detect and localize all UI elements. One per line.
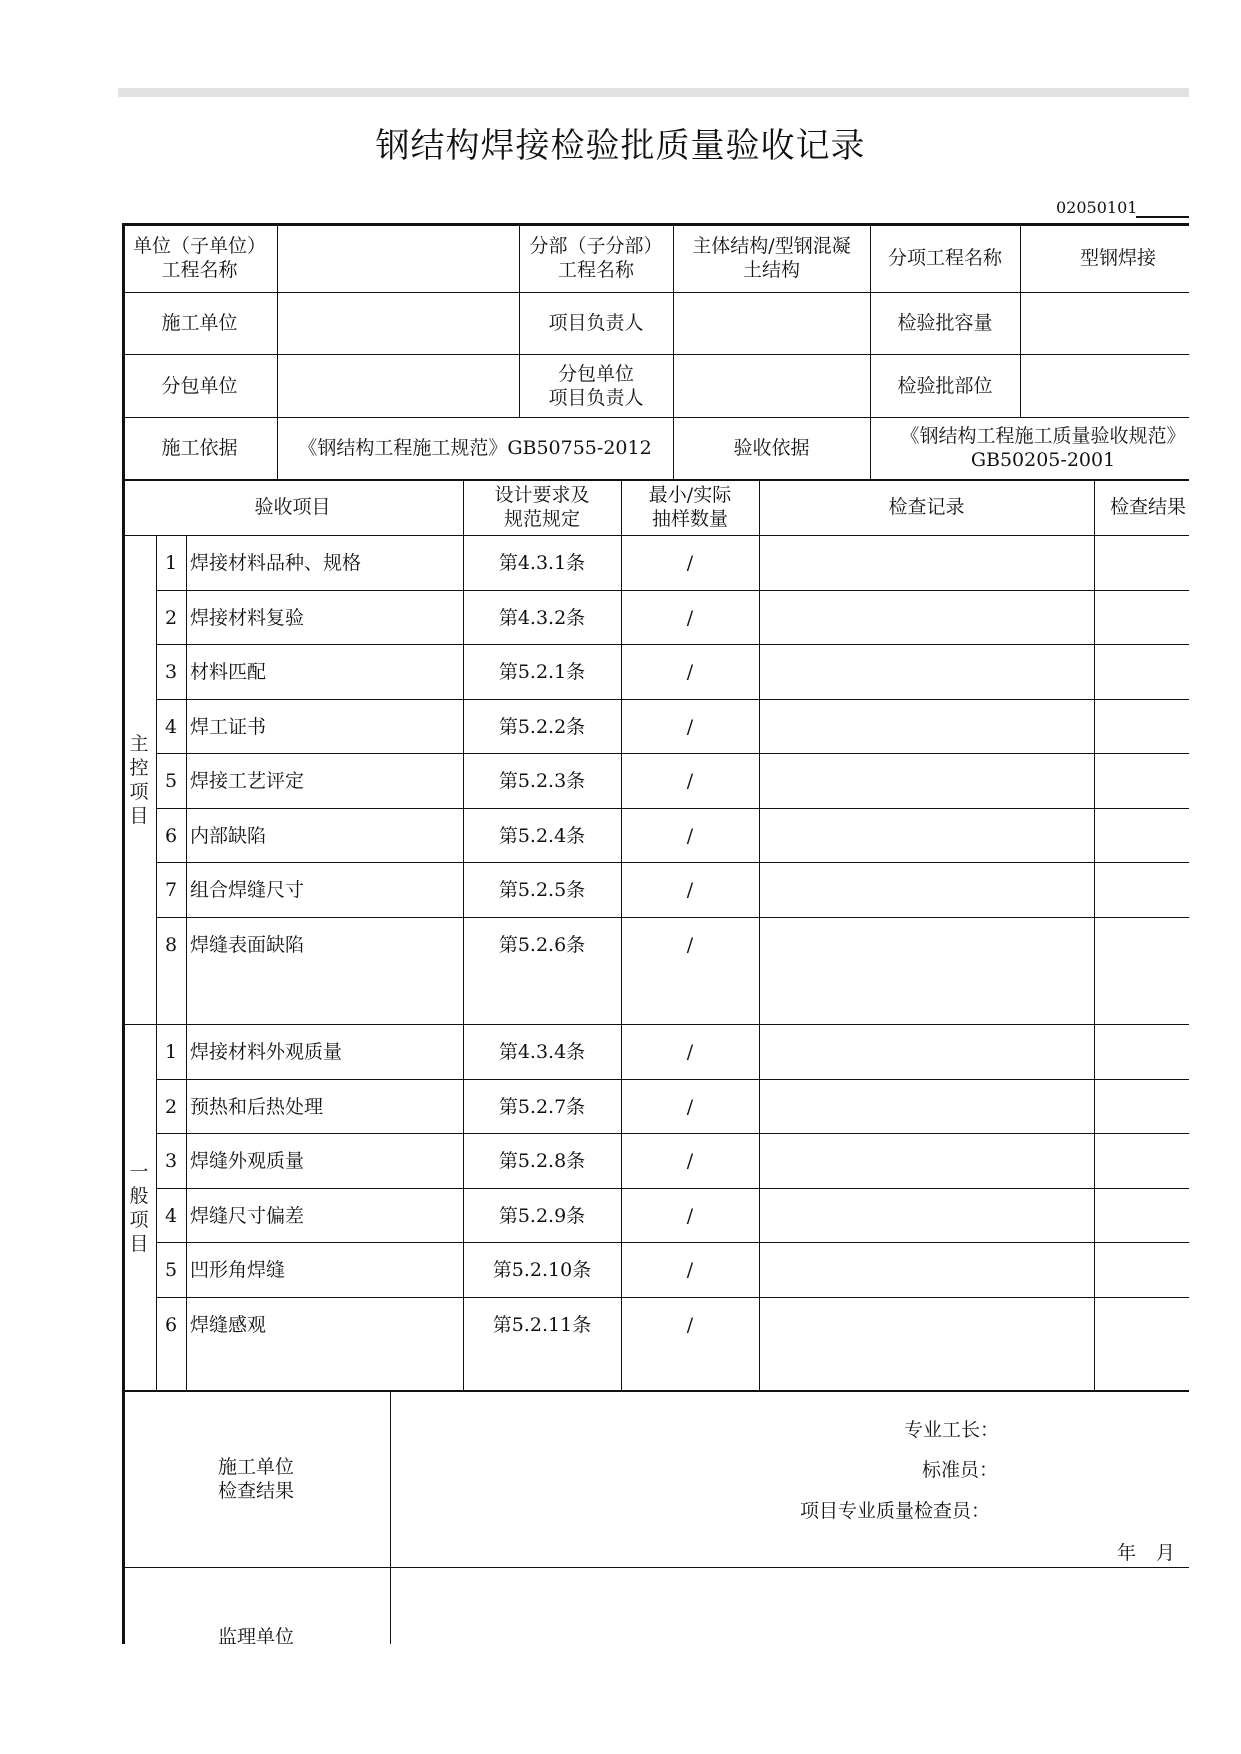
grid-v-line bbox=[156, 535, 157, 1391]
subcontractor-label: 分包单位 bbox=[161, 374, 238, 397]
general-item-record[interactable] bbox=[759, 1079, 1094, 1134]
main-item-record[interactable] bbox=[759, 808, 1094, 863]
main-item-no: 1 bbox=[164, 551, 178, 574]
grid-h-line bbox=[122, 1024, 1189, 1025]
item-label: 分项工程名称 bbox=[887, 247, 1002, 269]
general-group-label bbox=[122, 1024, 156, 1391]
unit-value[interactable] bbox=[277, 224, 519, 292]
main-group-char: 项 bbox=[129, 780, 149, 803]
general-item-name: 凹形角焊缝 bbox=[190, 1258, 286, 1281]
general-group-char: 目 bbox=[129, 1232, 149, 1255]
grid-v-line bbox=[1020, 224, 1021, 417]
general-item-result[interactable] bbox=[1094, 1297, 1189, 1352]
page-title: 钢结构焊接检验批质量验收记录 bbox=[375, 126, 866, 166]
main-item-sample[interactable]: / bbox=[686, 660, 694, 683]
batch-location-value[interactable] bbox=[1020, 354, 1189, 417]
main-item-record[interactable] bbox=[759, 644, 1094, 699]
col-item: 验收项目 bbox=[254, 496, 331, 518]
main-item-name: 组合焊缝尺寸 bbox=[190, 878, 305, 901]
contractor-label: 施工单位 bbox=[161, 312, 238, 334]
form-code: 02050101 bbox=[1056, 198, 1138, 217]
general-item-name: 焊缝外观质量 bbox=[190, 1149, 305, 1172]
grid-v-line bbox=[1094, 479, 1095, 1391]
standard-officer-label: 标准员： bbox=[922, 1459, 999, 1481]
general-item-sample[interactable]: / bbox=[686, 1313, 694, 1336]
general-item-sample[interactable]: / bbox=[686, 1258, 694, 1281]
main-item-name: 材料匹配 bbox=[190, 660, 267, 683]
main-item-name: 焊接工艺评定 bbox=[190, 769, 305, 792]
year-label: 年 bbox=[1117, 1542, 1137, 1564]
grid-h-line bbox=[156, 699, 1189, 700]
general-group-char: 项 bbox=[129, 1208, 149, 1231]
main-item-no: 2 bbox=[164, 606, 178, 629]
col-record: 检查记录 bbox=[888, 496, 965, 518]
foreman-label: 专业工长： bbox=[904, 1419, 1000, 1441]
main-item-name: 内部缺陷 bbox=[190, 824, 267, 847]
general-item-clause: 第5.2.9条 bbox=[498, 1204, 586, 1227]
main-item-record[interactable] bbox=[759, 862, 1094, 917]
main-item-clause: 第5.2.3条 bbox=[498, 769, 586, 792]
batch-location-label: 检验批部位 bbox=[897, 374, 993, 397]
main-item-sample[interactable]: / bbox=[686, 606, 694, 629]
grid-h-line bbox=[122, 1567, 1189, 1568]
grid-h-line bbox=[156, 1188, 1189, 1189]
grid-h-line bbox=[156, 1079, 1189, 1080]
general-item-result[interactable] bbox=[1094, 1188, 1189, 1243]
general-item-sample[interactable]: / bbox=[686, 1040, 694, 1063]
col-design: 设计要求及 规范规定 bbox=[494, 484, 590, 530]
basis-label: 施工依据 bbox=[161, 437, 238, 459]
main-item-name: 焊接材料复验 bbox=[190, 606, 305, 629]
main-item-clause: 第5.2.6条 bbox=[498, 933, 586, 956]
unit-label: 单位（子单位） 工程名称 bbox=[132, 235, 266, 281]
grid-v-line bbox=[759, 479, 760, 1391]
main-item-record[interactable] bbox=[759, 699, 1094, 754]
supervisor-label: 监理单位 bbox=[217, 1626, 294, 1644]
general-item-name: 焊缝尺寸偏差 bbox=[190, 1204, 305, 1227]
pm-label: 项目负责人 bbox=[548, 312, 644, 334]
batch-capacity-value[interactable] bbox=[1020, 292, 1189, 354]
col-sample: 最小/实际 抽样数量 bbox=[648, 484, 732, 530]
item-value: 型钢焊接 bbox=[1079, 247, 1156, 269]
main-item-sample[interactable]: / bbox=[686, 824, 694, 847]
grid-v-line bbox=[186, 535, 187, 1391]
main-item-result[interactable] bbox=[1094, 862, 1189, 917]
qc-inspector-label: 项目专业质量检查员： bbox=[800, 1500, 991, 1522]
grid-h-line bbox=[156, 644, 1189, 645]
general-item-clause: 第5.2.8条 bbox=[498, 1149, 586, 1172]
main-item-no: 4 bbox=[164, 715, 178, 738]
main-item-no: 8 bbox=[164, 933, 178, 956]
main-item-name: 焊缝表面缺陷 bbox=[190, 933, 305, 956]
general-item-result[interactable] bbox=[1094, 1024, 1189, 1079]
general-item-result[interactable] bbox=[1094, 1133, 1189, 1188]
main-item-result[interactable] bbox=[1094, 808, 1189, 863]
grid-v-line bbox=[277, 224, 278, 417]
general-item-clause: 第4.3.4条 bbox=[498, 1040, 586, 1063]
main-item-result[interactable] bbox=[1094, 644, 1189, 699]
main-item-record[interactable] bbox=[759, 917, 1094, 972]
grid-v-line bbox=[277, 417, 278, 479]
main-item-clause: 第5.2.1条 bbox=[498, 660, 586, 683]
general-item-result[interactable] bbox=[1094, 1079, 1189, 1134]
grid-h-line bbox=[122, 535, 1189, 536]
grid-h-line bbox=[122, 354, 1189, 355]
main-item-sample[interactable]: / bbox=[686, 933, 694, 956]
subdivision-label: 分部（子分部） 工程名称 bbox=[529, 235, 663, 281]
grid-h-line bbox=[156, 808, 1189, 809]
general-item-clause: 第5.2.7条 bbox=[498, 1095, 586, 1118]
main-item-clause: 第5.2.5条 bbox=[498, 878, 586, 901]
general-item-no: 5 bbox=[164, 1258, 178, 1281]
grid-v-line bbox=[673, 417, 674, 479]
month-label: 月 bbox=[1156, 1542, 1176, 1564]
general-item-record[interactable] bbox=[759, 1133, 1094, 1188]
main-item-record[interactable] bbox=[759, 753, 1094, 808]
main-item-record[interactable] bbox=[759, 590, 1094, 645]
main-item-no: 5 bbox=[164, 769, 178, 792]
general-item-record[interactable] bbox=[759, 1297, 1094, 1352]
grid-h-line bbox=[156, 862, 1189, 863]
grid-h-line bbox=[156, 753, 1189, 754]
main-group-char: 主 bbox=[129, 732, 149, 755]
acceptance-basis-label: 验收依据 bbox=[733, 437, 810, 459]
grid-v-line bbox=[390, 1391, 391, 1644]
main-item-sample[interactable]: / bbox=[686, 769, 694, 792]
main-item-no: 3 bbox=[164, 660, 178, 683]
main-item-name: 焊接材料品种、规格 bbox=[190, 551, 362, 574]
main-item-record[interactable] bbox=[759, 535, 1094, 590]
contractor-check-label: 施工单位 检查结果 bbox=[217, 1456, 294, 1502]
basis-value: 《钢结构工程施工规范》GB50755-2012 bbox=[298, 437, 652, 459]
main-item-result[interactable] bbox=[1094, 753, 1189, 808]
general-item-no: 2 bbox=[164, 1095, 178, 1118]
sub-pm-value[interactable] bbox=[673, 354, 870, 417]
general-item-record[interactable] bbox=[759, 1024, 1094, 1079]
grid-h-line bbox=[156, 917, 1189, 918]
general-item-sample[interactable]: / bbox=[686, 1204, 694, 1227]
general-item-name: 焊缝感观 bbox=[190, 1313, 267, 1336]
grid-v-line bbox=[463, 479, 464, 1391]
pm-value[interactable] bbox=[673, 292, 870, 354]
grid-v-line bbox=[519, 224, 520, 417]
main-item-name: 焊工证书 bbox=[190, 715, 267, 738]
grid-v-line bbox=[621, 479, 622, 1391]
acceptance-basis-value: 《钢结构工程施工质量验收规范》 GB50205-2001 bbox=[900, 425, 1186, 471]
grid-h-line bbox=[122, 417, 1189, 418]
grid-h-line bbox=[122, 292, 1189, 293]
general-item-sample[interactable]: / bbox=[686, 1095, 694, 1118]
grid-h-line bbox=[122, 1391, 1189, 1392]
general-group-char: 一 bbox=[129, 1160, 149, 1183]
grid-v-line bbox=[673, 224, 674, 417]
contractor-value[interactable] bbox=[277, 292, 519, 354]
grid-h-line bbox=[156, 1242, 1189, 1243]
general-item-result[interactable] bbox=[1094, 1242, 1189, 1297]
main-item-clause: 第5.2.2条 bbox=[498, 715, 586, 738]
main-item-result[interactable] bbox=[1094, 590, 1189, 645]
general-item-name: 焊接材料外观质量 bbox=[190, 1040, 343, 1063]
grid-v-line bbox=[870, 417, 871, 479]
subdivision-value: 主体结构/型钢混凝 土结构 bbox=[692, 235, 851, 281]
main-item-result[interactable] bbox=[1094, 917, 1189, 972]
grid-v-line bbox=[870, 224, 871, 417]
form-code-underline bbox=[1136, 216, 1189, 218]
general-item-record[interactable] bbox=[759, 1188, 1094, 1243]
inspection-form-table bbox=[122, 224, 1189, 1644]
grid-h-line bbox=[122, 480, 1189, 481]
main-item-result[interactable] bbox=[1094, 699, 1189, 754]
main-control-group-label bbox=[122, 535, 156, 1024]
main-item-result[interactable] bbox=[1094, 535, 1189, 590]
main-group-char: 控 bbox=[129, 756, 149, 779]
top-divider bbox=[118, 88, 1189, 97]
main-item-no: 6 bbox=[164, 824, 178, 847]
main-group-char: 目 bbox=[129, 804, 149, 827]
col-result: 检查结果 bbox=[1110, 496, 1187, 518]
general-item-record[interactable] bbox=[759, 1242, 1094, 1297]
general-item-sample[interactable]: / bbox=[686, 1149, 694, 1172]
subcontractor-value[interactable] bbox=[277, 354, 519, 417]
general-item-clause: 第5.2.11条 bbox=[492, 1313, 592, 1336]
main-item-sample[interactable]: / bbox=[686, 551, 694, 574]
batch-capacity-label: 检验批容量 bbox=[897, 312, 993, 334]
main-item-clause: 第4.3.1条 bbox=[498, 551, 586, 574]
main-item-clause: 第4.3.2条 bbox=[498, 606, 586, 629]
main-item-no: 7 bbox=[164, 878, 178, 901]
sub-pm-label: 分包单位 项目负责人 bbox=[548, 362, 644, 409]
grid-h-line bbox=[156, 1297, 1189, 1298]
general-group-char: 般 bbox=[129, 1184, 149, 1207]
general-item-no: 1 bbox=[164, 1040, 178, 1063]
main-item-clause: 第5.2.4条 bbox=[498, 824, 586, 847]
general-item-clause: 第5.2.10条 bbox=[492, 1258, 592, 1281]
general-item-no: 6 bbox=[164, 1313, 178, 1336]
general-item-no: 4 bbox=[164, 1204, 178, 1227]
grid-h-line bbox=[156, 590, 1189, 591]
general-item-name: 预热和后热处理 bbox=[190, 1095, 324, 1118]
grid-h-line bbox=[156, 1133, 1189, 1134]
general-item-no: 3 bbox=[164, 1149, 178, 1172]
main-item-sample[interactable]: / bbox=[686, 878, 694, 901]
main-item-sample[interactable]: / bbox=[686, 715, 694, 738]
